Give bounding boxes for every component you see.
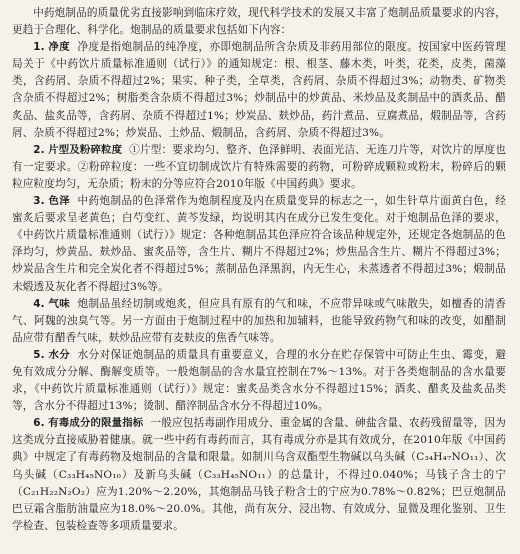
section-title: 净度 — [48, 41, 71, 54]
paragraph-text: 水分对保证炮制品的质量具有重要意义，合理的水分在贮存保管中可防止生虫、霉变，避免有效成分分解、酶解变质等。一般炮制品的含水量宜控制在7%～13%。对于各类炮制品的含水量要求，《中药饮片质量标准通则（试行）》规定：蜜炙品类含水分不得超过15%；酒炙、醋炙及盐炙品类等，含水分不得超过13%；烫制、醋淬制品含水分不得超过10%。 — [12, 348, 506, 413]
section-number: 3. — [33, 195, 45, 208]
paragraph-purity — [12, 39, 506, 142]
paragraph-text: 净度是指炮制品的纯净度，亦即炮制品所含杂质及非药用部位的限度。按国家中医药管理局关于《中药饮片质量标准通则（试行）》的通知规定：根、根茎、藤木类，叶类，花类，皮类，菌藻类，含药屑、杂质不得超过2%；果实、种子类，全草类，含药屑、杂质不得超过3%；动物类、矿物类含杂质不得超过2%；树脂类含杂质不得超过3%；炒制品中的炒黄品、米炒品及炙制品中的酒炙品、醋炙品、盐炙品等，含药屑、杂质不得超过1%；炒炭品、麸炒品，药汁煮品、豆腐煮品，煅制品等，含药屑、杂质不得超过2%；炒炭品、土炒品、煅制品，含药屑、杂质不得超过3%。 — [12, 41, 506, 139]
paragraph-slice-type — [12, 142, 506, 193]
paragraph-text: 中药炮制品的质量优劣直接影响到临床疗效，现代科学技术的发展又丰富了炮制品质量要求的内容，更趋于合理化、科学化。炮制品的质量要求包括如下内容： — [12, 7, 506, 37]
section-title: 气味 — [48, 297, 71, 310]
paragraph-text: 中药炮制品的色泽常作为炮制程度及内在质量变异的标志之一，如生针草片面黄白色，经蜜炙后要求呈老黄色；白芍变红、黄芩发绿，均说明其内在成分已发生变化。对于炮制品色泽的要求，《中药饮片质量标准通则（试行）》规定：各种炮制品其色泽应符合该品种规定外，还规定各炮制品的色泽均匀，炒黄品、麸炒品、蜜炙品等，含生片、糊片不得超过2%；炒焦品含生片、糊片不得超过3%；炒炭品含生片和完全炭化者不得超过5%；蒸制品色泽黑润，内无生心，未蒸透者不得超过3%；煅制品未煅透及灰化者不得超过3%等。 — [12, 195, 506, 293]
paragraph-color — [12, 193, 506, 296]
section-title: 色泽 — [48, 195, 71, 208]
paragraph-odor — [12, 296, 506, 347]
section-number: 2. — [33, 143, 45, 156]
section-number: 4. — [33, 297, 45, 310]
section-title: 片型及粉碎粒度 — [48, 143, 123, 156]
paragraph-toxic-limits — [12, 415, 506, 535]
section-number: 5. — [33, 348, 45, 361]
paragraph-text: 一般应包括毒副作用成分、重金属的含量、砷盐含量、农药残留量等，因为这类成分直接威胁着健康。就一些中药有毒药而言，其有毒成分亦是其有效成分，在2010年版《中国药典》中规定了有毒药物及炮制品的含量和限量。如制川乌含双酯型生物碱以乌头碱（C₃₄H₄₇NO₁₁）、次乌头碱（C₃₃H₄₅NO₁₀）及新乌头碱（C₃₃H₄₅NO₁₁）的总量计，不得过0.040%；马钱子含士的宁（C₂₁H₂₂N₂O₂）应为1.20%～2.20%，其炮制品马钱子粉含士的宁应为0.78%～0.82%；巴豆炮制品巴豆霜含脂肪油量应为18.0%～20.0%。其他，尚有灰分、浸出物、有效成分、显微及理化鉴别、卫生学检查、包装检查等多项质量要求。 — [12, 417, 506, 532]
section-title: 有毒成分的限量指标 — [48, 417, 144, 430]
paragraph-text: 炮制品虽经切制或炮炙，但应具有原有的气和味，不应带异味或气味散失，如檀香的清香气、阿魏的浊臭气等。另一方面由于炮制过程中的加热和加辅料，也能导致药物气和味的改变，如醋制品应带有醋香气味，麸炒品应带有麦麸皮的焦香气味等。 — [12, 297, 506, 344]
section-title: 水分 — [48, 348, 71, 361]
section-number: 6. — [33, 417, 45, 430]
paragraph-text: ①片型：要求均匀、整齐、色泽鲜明、表面光洁、无连刀片等，对饮片的厚度也有一定要求。②粉碎粒度：一些不宜切制成饮片有特殊需要的药物，可粉碎成颗粒或粉末，粉碎后的颗粒应粒度均匀，无杂质；粉末的分等应符合2010年版《中国药典》要求。 — [12, 143, 506, 190]
section-number: 1. — [33, 41, 45, 54]
paragraph-moisture — [12, 347, 506, 415]
paragraph-intro — [12, 5, 506, 39]
